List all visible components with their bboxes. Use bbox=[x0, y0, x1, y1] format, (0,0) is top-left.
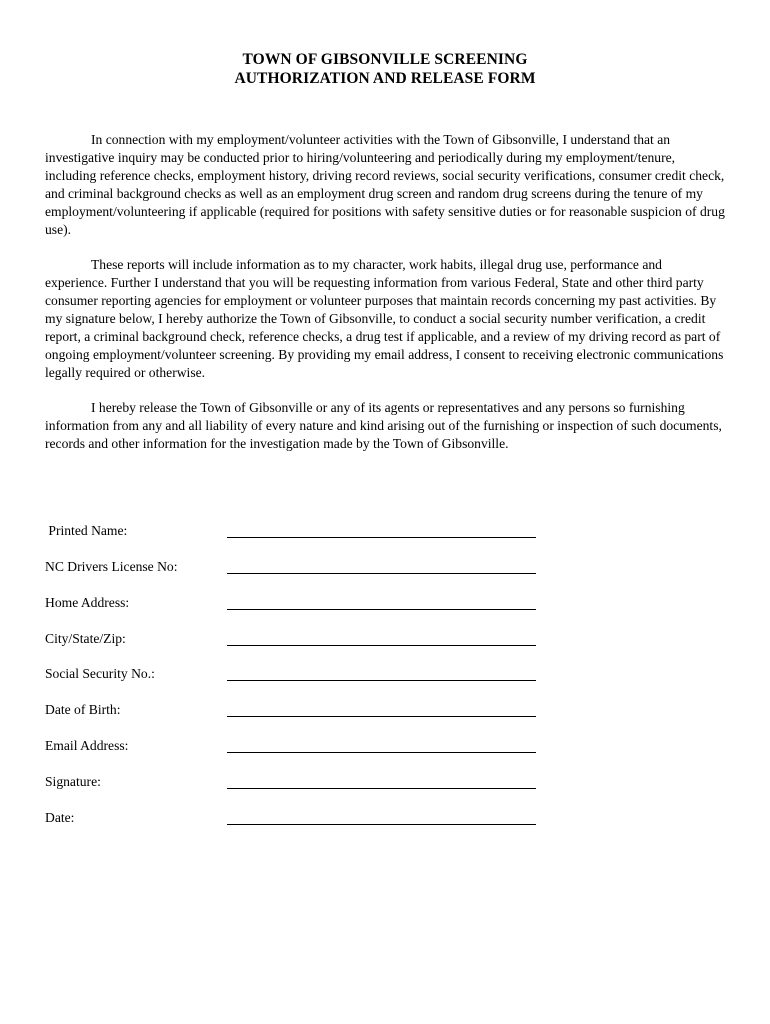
drivers-license-label: NC Drivers License No: bbox=[45, 559, 178, 574]
consent-paragraph: In connection with my employment/volunteer activities with the Town of Gibsonville, I understand that an investigative inquiry may be conducted prior to hiring/volunteering and periodically during my employment/tenure, including reference checks, employment history, driving record reviews, social security verifications, consumer credit check, and criminal background checks as well as an employment drug screen and random drug screens during the tenure of my employment/volunteering if applicable (required for positions with safety sensitive duties or for reasonable suspicion of drug use). bbox=[45, 132, 725, 237]
printed-name-field[interactable] bbox=[45, 522, 545, 542]
city-state-zip-label: City/State/Zip: bbox=[45, 631, 126, 646]
date-of-birth-line[interactable] bbox=[227, 716, 536, 717]
printed-name-label: Printed Name: bbox=[45, 523, 128, 538]
social-security-line[interactable] bbox=[227, 680, 536, 681]
form-title-line-2: AUTHORIZATION AND RELEASE FORM bbox=[234, 70, 536, 87]
date-of-birth-field[interactable] bbox=[45, 701, 545, 721]
email-address-field[interactable] bbox=[45, 737, 545, 757]
date-line[interactable] bbox=[227, 824, 536, 825]
drivers-license-line[interactable] bbox=[227, 573, 536, 574]
city-state-zip-line[interactable] bbox=[227, 645, 536, 646]
email-address-line[interactable] bbox=[227, 752, 536, 753]
date-field[interactable] bbox=[45, 809, 545, 829]
printed-name-line[interactable] bbox=[227, 537, 536, 538]
city-state-zip-field[interactable] bbox=[45, 630, 545, 650]
form-title bbox=[0, 50, 770, 88]
social-security-field[interactable] bbox=[45, 665, 545, 685]
signature-line[interactable] bbox=[227, 788, 536, 789]
home-address-field[interactable] bbox=[45, 594, 545, 614]
email-address-label: Email Address: bbox=[45, 738, 129, 753]
home-address-label: Home Address: bbox=[45, 595, 130, 610]
date-label: Date: bbox=[45, 810, 75, 825]
drivers-license-field[interactable] bbox=[45, 558, 545, 578]
signature-label: Signature: bbox=[45, 774, 101, 789]
home-address-line[interactable] bbox=[227, 609, 536, 610]
release-paragraph: I hereby release the Town of Gibsonville or any of its agents or representatives and any persons so furnishing information from any and all liability of every nature and kind arising out of the furnishing or inspection of such documents, records and other information for the investigation made by the Town of Gibsonville. bbox=[45, 400, 722, 451]
reports-paragraph: These reports will include information as to my character, work habits, illegal drug use, performance and experience. Further I understand that you will be requesting information from various Federal, State and other third party consumer reporting agencies for employment or volunteer purposes that maintain records concerning my past activities. By my signature below, I hereby authorize the Town of Gibsonville, to conduct a social security number verification, a credit report, a criminal background check, reference checks, a drug test if applicable, and a review of my driving record as part of ongoing employment/volunteer screening. By providing my email address, I consent to receiving electronic communications legally required or otherwise. bbox=[45, 257, 724, 380]
social-security-label: Social Security No.: bbox=[45, 666, 155, 681]
form-title-line-1: TOWN OF GIBSONVILLE SCREENING bbox=[242, 51, 528, 68]
signature-field[interactable] bbox=[45, 773, 545, 793]
date-of-birth-label: Date of Birth: bbox=[45, 702, 121, 717]
